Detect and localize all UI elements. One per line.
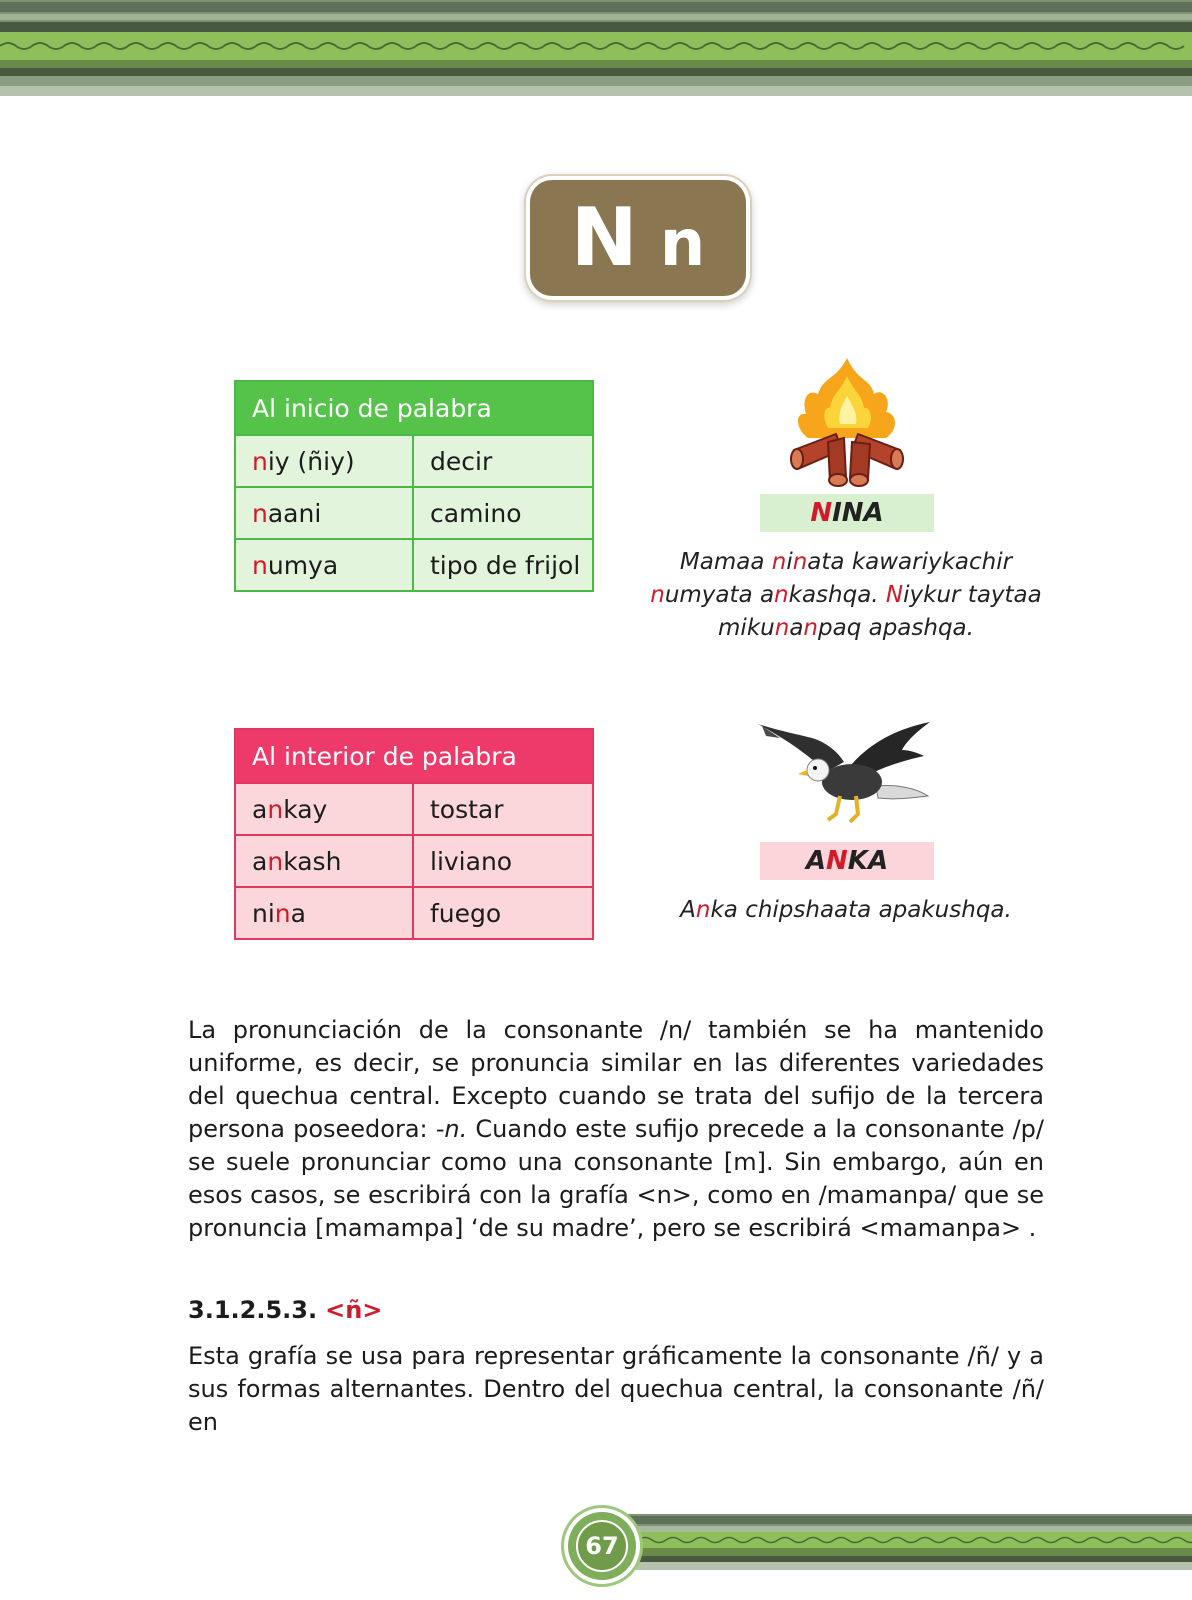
table-title: Al interior de palabra — [235, 729, 593, 783]
table-title: Al inicio de palabra — [235, 381, 593, 435]
suffix-term: -n. — [435, 1115, 468, 1143]
word-label-anka: A N KA — [760, 842, 934, 880]
eagle-icon — [756, 716, 936, 834]
word-label-nina: N INA — [760, 494, 934, 532]
letter-uppercase: N — [570, 191, 638, 284]
quechua-word: nina — [235, 887, 413, 939]
top-decorative-band — [0, 0, 1192, 96]
campfire-icon — [776, 354, 918, 488]
table-row — [235, 835, 593, 887]
table-header-row — [235, 381, 593, 435]
example-sentence-fire: Mamaa ninata kawariykachir numyata ankashqa. Niykur taytaa mikunanpaq apashqa. — [650, 549, 1042, 641]
spanish-meaning: tipo de frijol — [413, 539, 593, 591]
table-row — [235, 783, 593, 835]
quechua-word: ankay — [235, 783, 413, 835]
page-number: 67 — [576, 1520, 628, 1572]
table-initial-position — [234, 380, 594, 592]
spanish-meaning: decir — [413, 435, 593, 487]
letter-lowercase: n — [659, 207, 706, 281]
spanish-meaning: liviano — [413, 835, 593, 887]
page-number-badge — [568, 1512, 636, 1580]
quechua-word: niy (ñiy) — [235, 435, 413, 487]
quechua-word: naani — [235, 487, 413, 539]
table-row — [235, 887, 593, 939]
table-row — [235, 487, 593, 539]
section-number: 3.1.2.5.3. — [188, 1296, 318, 1324]
table-interior-position — [234, 728, 594, 940]
paragraph-enye: Esta grafía se usa para representar gráficamente la consonante /ñ/ y a sus formas alternantes. Dentro del quechua central, la consonante /ñ/ en — [188, 1342, 1044, 1436]
table-row — [235, 539, 593, 591]
section-heading — [188, 1296, 382, 1324]
spanish-meaning: tostar — [413, 783, 593, 835]
paragraph-pronunciation: La pronunciación de la consonante /n/ también se ha mantenido uniforme, es decir, se pronuncia similar en las diferentes variedades del quechua central. Excepto cuando se trata del sufijo de la tercera persona poseedora: -n. Cuando este sufijo precede a la consonante /p/ se suele pronunciar como una consonante [m]. Sin embargo, aún en esos casos, se escribirá con la grafía <n>, como en /mamanpa/ que se pronuncia [mamampa] ‘de su madre’, pero se escribirá <mamanpa> . — [188, 1016, 1044, 1242]
letter-tile — [530, 180, 746, 296]
quechua-word: numya — [235, 539, 413, 591]
spanish-meaning: camino — [413, 487, 593, 539]
quechua-word: ankash — [235, 835, 413, 887]
example-sentence-eagle: Anka chipshaata apakushqa. — [680, 897, 1012, 923]
table-header-row — [235, 729, 593, 783]
section-symbol: <ñ> — [325, 1296, 383, 1324]
footer-decorative-band — [610, 1508, 1192, 1578]
table-row — [235, 435, 593, 487]
spanish-meaning: fuego — [413, 887, 593, 939]
